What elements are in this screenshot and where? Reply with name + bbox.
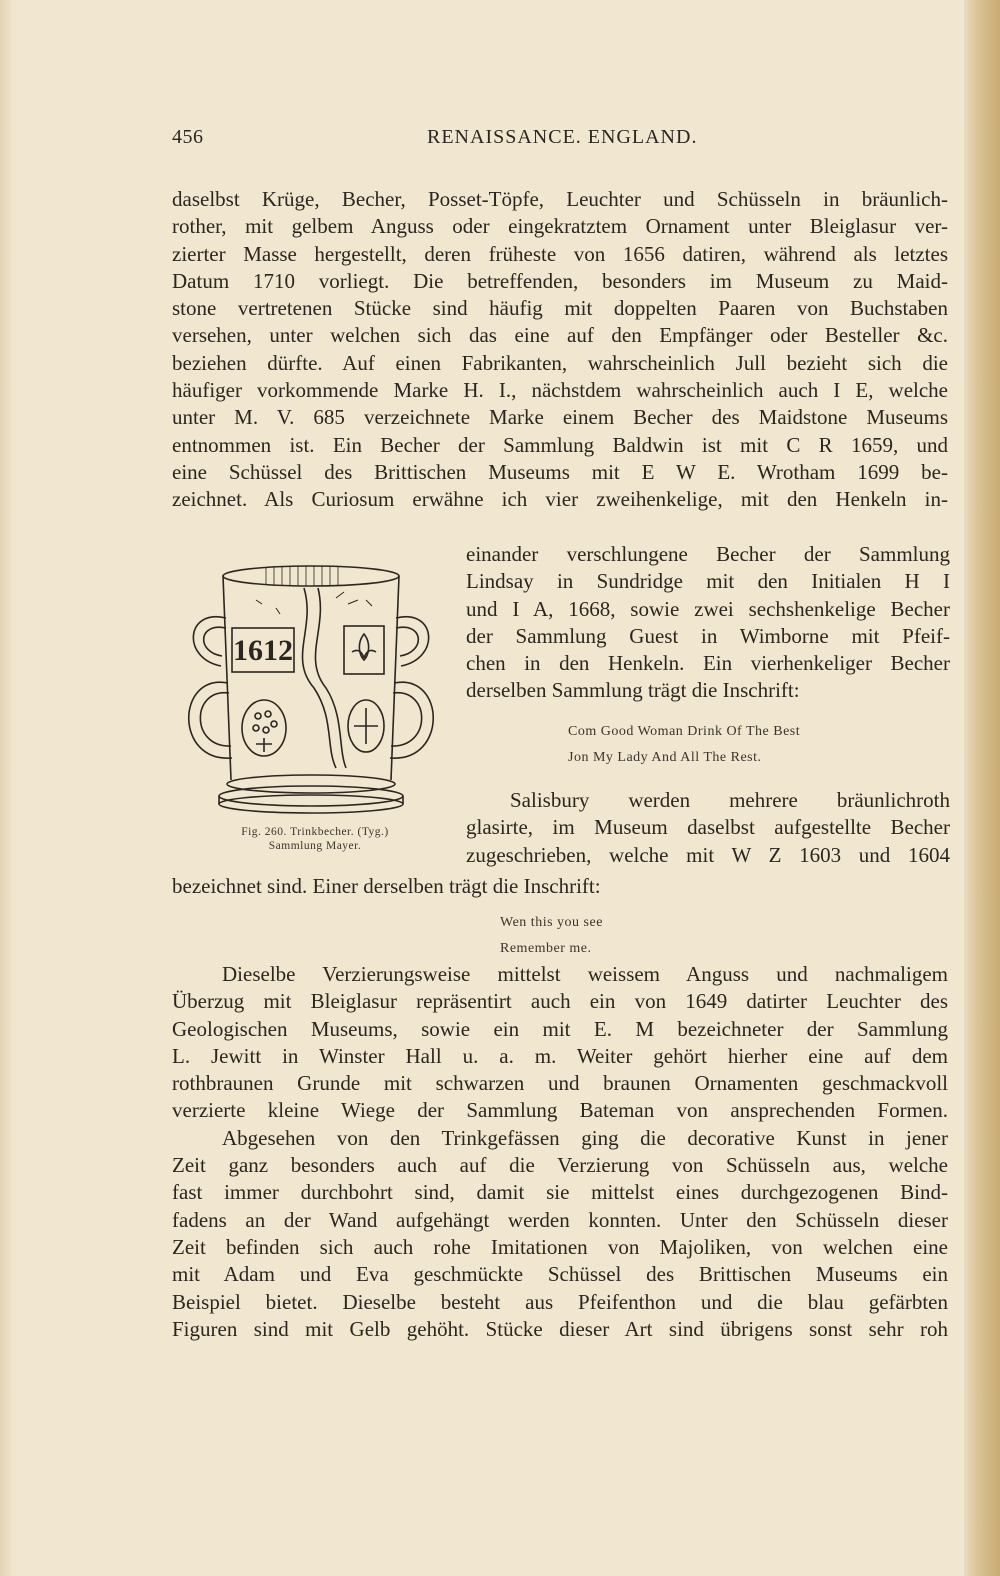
text-line: fadens an der Wand aufgehängt werden konnten. Unter den Schüsseln dieser: [172, 1207, 948, 1232]
text-line: fast immer durchbohrt sind, damit sie mittelst eines durchgezogenen Bind-: [172, 1180, 948, 1205]
text-line-after-figure: [172, 873, 720, 900]
text-line: unter M. V. 685 verzeichnete Marke einem Becher des Maidstone Museums: [172, 405, 948, 430]
text-line: L. Jewitt in Winster Hall u. a. m. Weiter gehört hierher eine auf dem: [172, 1043, 948, 1068]
text-line: verzierte kleine Wiege der Sammlung Bateman von ansprechenden Formen.: [172, 1098, 948, 1123]
text-line: versehen, unter welchen sich das eine auf den Empfänger oder Besteller &c.: [172, 323, 948, 348]
text-line: eine Schüssel des Brittischen Museums mit E W E. Wrotham 1699 be-: [172, 459, 948, 484]
text-line: Lindsay in Sundridge mit den Initialen H I: [466, 569, 950, 594]
right-column-text: [466, 541, 950, 705]
right-column-text-2: [466, 787, 950, 869]
text-line: rothbraunen Grunde mit schwarzen und braunen Ornamenten geschmackvoll: [172, 1071, 948, 1096]
text-line: rother, mit gelbem Anguss oder eingekratztem Ornament unter Bleiglasur ver-: [172, 214, 948, 239]
paragraph-1: [172, 186, 948, 514]
text-line: zeichnet. Als Curiosum erwähne ich vier zweihenkelige, mit den Henkeln in-: [172, 487, 948, 512]
text-line: bezeichnet sind. Einer derselben trägt die Inschrift:: [172, 874, 601, 898]
text-line: einander verschlungene Becher der Sammlung: [466, 542, 950, 566]
text-line: Zeit befinden sich auch rohe Imitationen von Majoliken, von welchen eine: [172, 1234, 948, 1259]
text-line: Datum 1710 vorliegt. Die betreffenden, besonders im Museum zu Maid-: [172, 268, 948, 293]
text-line: mit Adam und Eva geschmückte Schüssel des Brittischen Museums ein: [172, 1262, 948, 1287]
text-line: daselbst Krüge, Becher, Posset-Töpfe, Leuchter und Schüsseln in bräunlich-: [172, 187, 948, 211]
cup-date-mark: 1612: [233, 634, 293, 667]
inscription-line: Com Good Woman Drink Of The Best: [568, 724, 801, 739]
text-line: stone vertretenen Stücke sind häufig mit doppelten Paaren von Buchstaben: [172, 296, 948, 321]
page-number: 456: [172, 126, 204, 148]
inscription-line: Wen this you see: [500, 915, 603, 930]
text-line: zugeschrieben, welche mit W Z 1603 und 1604: [466, 842, 950, 867]
text-line: der Sammlung Guest in Wimborne mit Pfeif-: [466, 623, 950, 648]
page-header: [172, 126, 952, 156]
inscription-line: Jon My Lady And All The Rest.: [568, 750, 762, 765]
figure-tyg-engraving: [176, 548, 446, 818]
text-line: Beispiel bietet. Dieselbe besteht aus Pfeifenthon und die blau gefärbten: [172, 1289, 948, 1314]
text-line: Salisbury werden mehrere bräunlichroth: [510, 788, 950, 812]
text-line: chen in den Henkeln. Ein vierhenkeliger Becher: [466, 651, 950, 676]
caption-line-1: Fig. 260. Trinkbecher. (Tyg.): [241, 826, 389, 838]
text-line: glasirte, im Museum daselbst aufgestellte Becher: [466, 815, 950, 840]
text-line: und I A, 1668, sowie zwei sechshenkelige Becher: [466, 596, 950, 621]
inscription-1: [568, 719, 800, 771]
paragraph-2-and-3: [172, 961, 948, 1343]
text-line: häufiger vorkommende Marke H. I., nächstdem wahrscheinlich auch I E, welche: [172, 378, 948, 403]
text-line: entnommen ist. Ein Becher der Sammlung Baldwin ist mit C R 1659, und: [172, 432, 948, 457]
running-title: RENAISSANCE. ENGLAND.: [427, 126, 698, 148]
text-line: zierter Masse hergestellt, deren früheste von 1656 datiren, während als letztes: [172, 241, 948, 266]
text-line: Abgesehen von den Trinkgefässen ging die decorative Kunst in jener: [222, 1125, 948, 1150]
text-line: Figuren sind mit Gelb gehöht. Stücke dieser Art sind übrigens sonst sehr roh: [172, 1316, 948, 1341]
figure-caption: [205, 825, 425, 853]
text-line: Dieselbe Verzierungsweise mittelst weissem Anguss und nachmaligem: [222, 962, 948, 986]
text-line: Geologischen Museums, sowie ein mit E. M bezeichneter der Sammlung: [172, 1016, 948, 1041]
text-line: beziehen dürfte. Auf einen Fabrikanten, wahrscheinlich Jull bezieht sich die: [172, 350, 948, 375]
text-line: Zeit ganz besonders auch auf die Verzierung von Schüsseln aus, welche: [172, 1153, 948, 1178]
text-line: derselben Sammlung trägt die Inschrift:: [466, 678, 800, 703]
caption-line-2: Sammlung Mayer.: [268, 840, 362, 852]
inscription-2: [500, 910, 603, 962]
inscription-line: Remember me.: [500, 941, 592, 956]
text-line: Überzug mit Bleiglasur repräsentirt auch ein von 1649 datirter Leuchter des: [172, 989, 948, 1014]
page-edge-left: [0, 0, 14, 1576]
page-edge-right: [964, 0, 1000, 1576]
tyg-cup-illustration: [176, 548, 446, 818]
